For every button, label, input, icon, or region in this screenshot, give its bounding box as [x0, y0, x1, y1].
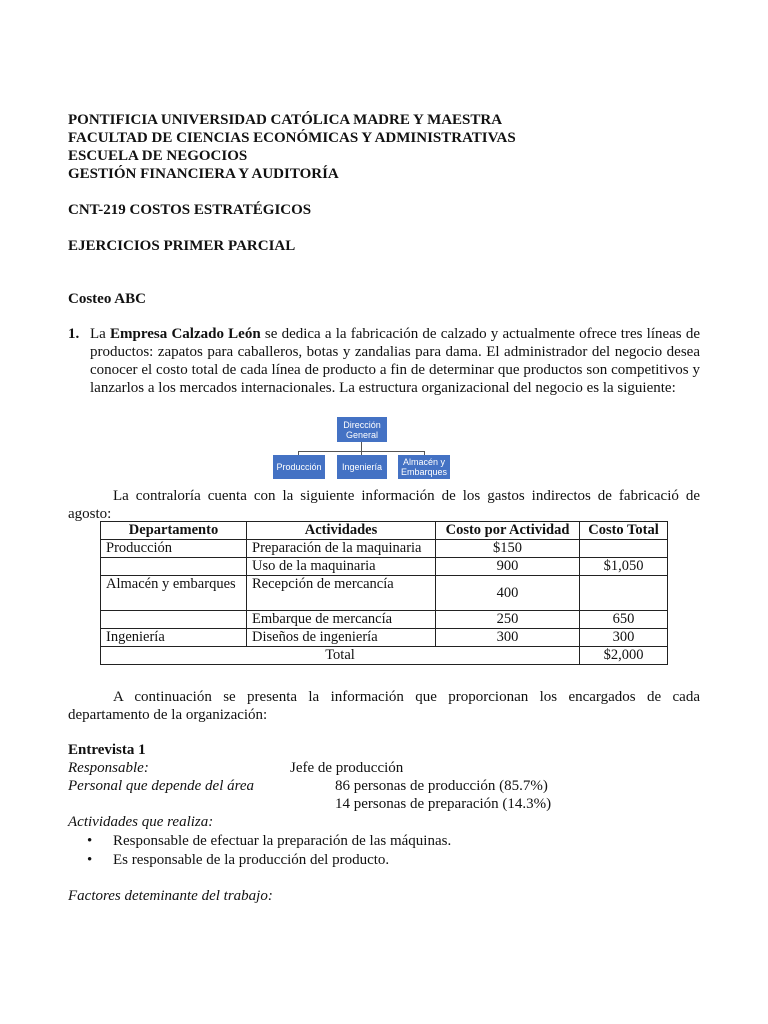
activity-text: Responsable de efectuar la preparación de las máquinas.: [113, 833, 452, 849]
responsable-label: Responsable:: [68, 760, 149, 776]
table-cell: 300: [436, 629, 580, 647]
org-connector-vertical: [361, 442, 362, 451]
bullet-icon: •: [87, 852, 93, 868]
table-cell: 400: [436, 576, 580, 611]
table-row: [101, 611, 668, 629]
col-header-departamento: Departamento: [101, 522, 247, 540]
course-title: CNT-219 COSTOS ESTRATÉGICOS: [68, 202, 312, 218]
table-cell: 300: [580, 629, 668, 647]
bullet-icon: •: [87, 833, 93, 849]
table-cell: [101, 611, 247, 629]
table-cell: Almacén y embarques: [101, 576, 247, 611]
table-cell: Uso de la maquinaria: [247, 558, 436, 576]
table-cell: Diseños de ingeniería: [247, 629, 436, 647]
table-row: [101, 629, 668, 647]
personal-label: Personal que depende del área: [68, 778, 255, 794]
continuation-paragraph: A continuación se presenta la información que proporcionan los encargados de cada departamento de la organización:: [68, 689, 700, 723]
responsable-value: Jefe de producción: [290, 760, 404, 776]
activity-text: Es responsable de la producción del producto.: [113, 852, 390, 868]
table-row: [101, 558, 668, 576]
table-intro: La contraloría cuenta con la siguiente información de los gastos indirectos de fabricació de agosto:: [68, 488, 700, 522]
table-cell: [580, 540, 668, 558]
org-node-produccion: Producción: [273, 455, 325, 479]
org-node-almacen: Almacén y Embarques: [398, 455, 450, 479]
table-cell: Preparación de la maquinaria: [247, 540, 436, 558]
cost-table: [100, 521, 668, 665]
table-total-row: [101, 647, 668, 665]
org-node-root: Dirección General: [337, 417, 387, 442]
col-header-costo-actividad: Costo por Actividad: [436, 522, 580, 540]
exercise-intro-pre: La: [90, 326, 111, 342]
table-cell: Embarque de mercancía: [247, 611, 436, 629]
table-total-value: $2,000: [580, 647, 668, 665]
table-cell: 650: [580, 611, 668, 629]
exercise-paragraph: [68, 325, 701, 397]
table-cell: [580, 576, 668, 611]
exercise-intro-post: se dedica a la fabricación de calzado y actualmente ofrece tres líneas de productos: zapatos para caballeros, botas y zandalias para dama. El administrador del negocio desea conocer el costo total de cada línea de producto a fin de determinar que productos son competitivos y lanzarlos a los mercados internacionales. La estructura organizacional del negocio es la siguiente:: [90, 326, 701, 396]
company-name: Empresa Calzado León: [110, 326, 261, 342]
factors-label: Factores deteminante del trabajo:: [68, 888, 273, 904]
table-row: [101, 576, 668, 611]
table-cell: [101, 558, 247, 576]
table-row: [101, 540, 668, 558]
table-header-row: [101, 522, 668, 540]
table-cell: Producción: [101, 540, 247, 558]
interview-title: Entrevista 1: [68, 742, 146, 758]
table-cell: Recepción de mercancía: [247, 576, 436, 611]
exercise-number: 1.: [68, 326, 80, 342]
col-header-actividades: Actividades: [247, 522, 436, 540]
table-cell: 900: [436, 558, 580, 576]
table-cell: Ingeniería: [101, 629, 247, 647]
table-cell: $1,050: [580, 558, 668, 576]
section-title: Costeo ABC: [68, 291, 146, 307]
activities-label: Actividades que realiza:: [68, 814, 214, 830]
header-line-university: PONTIFICIA UNIVERSIDAD CATÓLICA MADRE Y MAESTRA: [68, 112, 503, 128]
header-line-school: ESCUELA DE NEGOCIOS: [68, 148, 248, 164]
col-header-costo-total: Costo Total: [580, 522, 668, 540]
table-total-label: Total: [101, 647, 580, 665]
table-cell: $150: [436, 540, 580, 558]
exam-title: EJERCICIOS PRIMER PARCIAL: [68, 238, 296, 254]
table-cell: 250: [436, 611, 580, 629]
personal-preparacion: 14 personas de preparación (14.3%): [335, 796, 552, 812]
org-node-ingenieria: Ingeniería: [337, 455, 387, 479]
header-line-program: GESTIÓN FINANCIERA Y AUDITORÍA: [68, 166, 339, 182]
personal-produccion: 86 personas de producción (85.7%): [335, 778, 548, 794]
header-line-faculty: FACULTAD DE CIENCIAS ECONÓMICAS Y ADMINISTRATIVAS: [68, 130, 516, 146]
